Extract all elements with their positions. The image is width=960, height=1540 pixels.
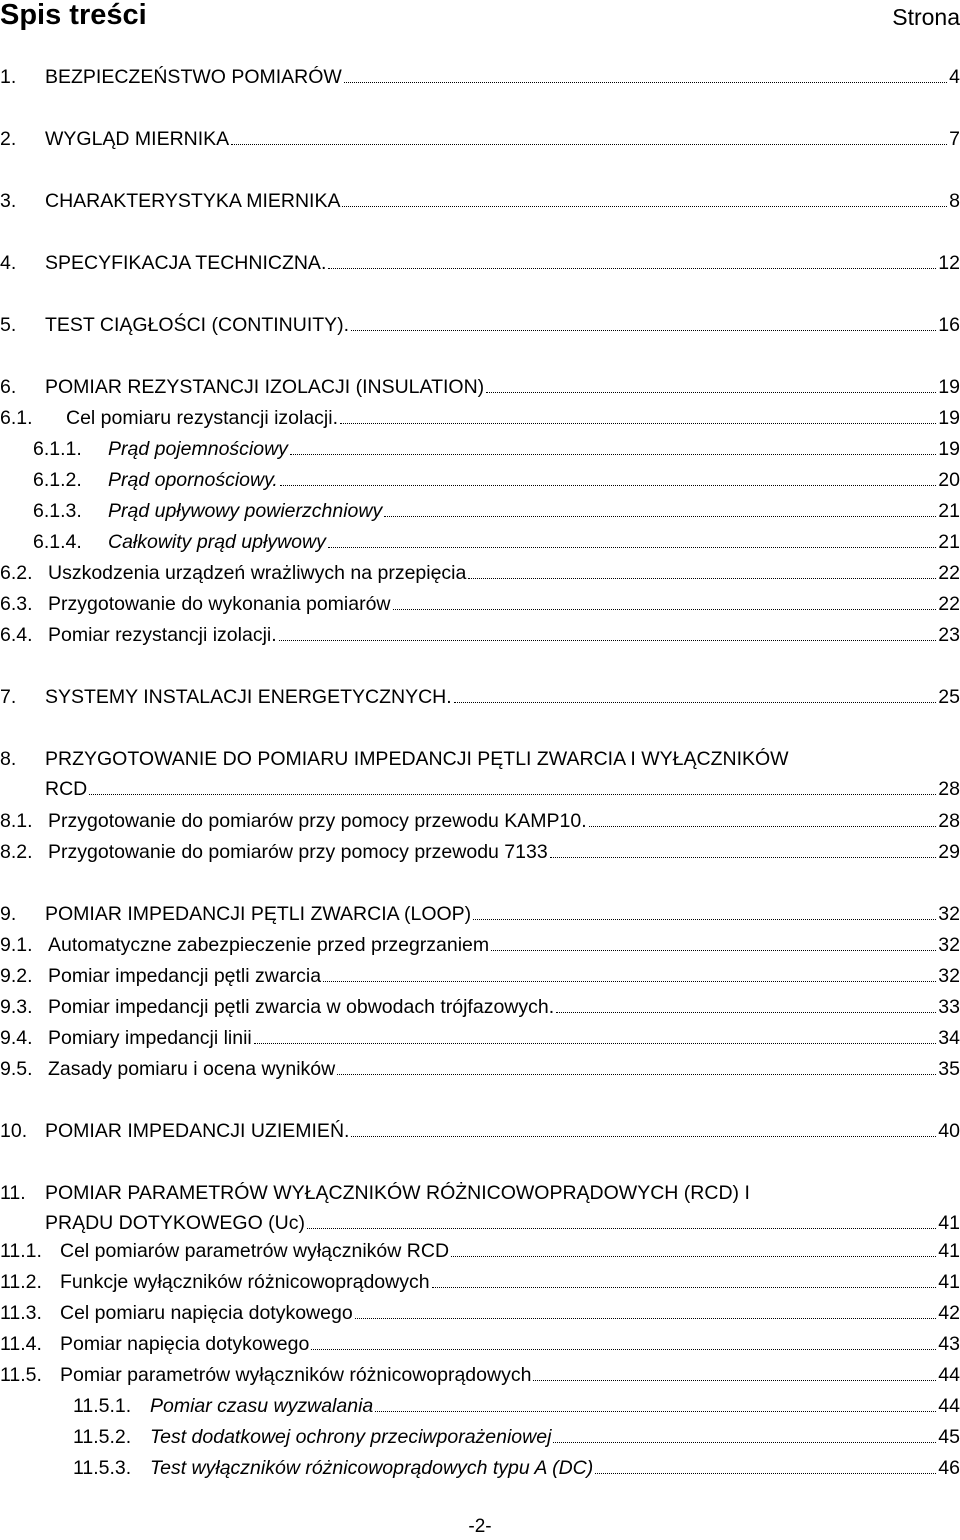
toc-entry-number: 5. — [0, 314, 17, 336]
toc-entry-number: 6.1. — [0, 407, 33, 429]
toc-entry[interactable] — [0, 994, 960, 1020]
toc-entry-number: 9.1. — [0, 934, 33, 956]
toc-entry-title: Pomiary impedancji linii — [48, 1027, 252, 1049]
toc-leader-dots — [595, 1472, 936, 1474]
toc-entry-title: Całkowity prąd upływowy — [108, 531, 326, 553]
toc-entry-page: 32 — [938, 934, 960, 956]
toc-entry-title: Pomiar czasu wyzwalania — [150, 1395, 374, 1417]
toc-leader-dots — [279, 639, 937, 641]
toc-entry-title: Funkcje wyłączników różnicowoprądowych — [60, 1271, 430, 1293]
toc-entry-title: Pomiar rezystancji izolacji. — [48, 624, 277, 646]
toc-entry-number: 1. — [0, 66, 17, 88]
toc-leader-dots — [432, 1286, 937, 1288]
toc-leader-dots — [311, 1348, 936, 1350]
toc-entry-number: 9.3. — [0, 996, 33, 1018]
toc-entry-page: 21 — [938, 531, 960, 553]
toc-leader-dots — [451, 1255, 936, 1257]
toc-entry-title: POMIAR PARAMETRÓW WYŁĄCZNIKÓW RÓŻNICOWOPRĄDOWYCH (RCD) I — [45, 1182, 750, 1204]
toc-entry-page: 44 — [938, 1364, 960, 1386]
toc-leader-dots — [384, 515, 936, 517]
toc-entry[interactable] — [0, 64, 960, 90]
toc-entry-title: Test wyłączników różnicowoprądowych typu A (DC) — [150, 1457, 594, 1479]
toc-entry-title: POMIAR REZYSTANCJI IZOLACJI (INSULATION) — [45, 376, 485, 398]
toc-entry-number: 6.3. — [0, 593, 33, 615]
toc-entry-page: 40 — [938, 1120, 960, 1142]
toc-entry-page: 20 — [938, 469, 960, 491]
toc-entry[interactable] — [33, 529, 960, 555]
toc-entry-number: 11.1. — [0, 1240, 42, 1262]
toc-entry[interactable] — [0, 808, 960, 834]
toc-leader-dots — [328, 267, 936, 269]
toc-leader-dots — [553, 1441, 936, 1443]
toc-leader-dots — [491, 949, 936, 951]
toc-entry-title: Zasady pomiaru i ocena wyników — [48, 1058, 336, 1080]
toc-entry-page: 7 — [949, 128, 960, 150]
toc-entry[interactable] — [0, 374, 960, 400]
toc-entry-title: TEST CIĄGŁOŚCI (CONTINUITY). — [45, 314, 350, 336]
toc-entry-page: 28 — [938, 778, 960, 800]
toc-entry-number: 11.5.1. — [73, 1395, 132, 1417]
toc-entry-number: 10. — [0, 1120, 28, 1142]
toc-leader-dots — [231, 143, 947, 145]
toc-entry-number: 11.2. — [0, 1271, 42, 1293]
toc-entry[interactable] — [0, 1300, 960, 1326]
toc-entry-page: 19 — [938, 376, 960, 398]
toc-entry-title-continued: RCD — [45, 778, 88, 800]
toc-entry-page: 33 — [938, 996, 960, 1018]
page-number: -2- — [468, 1516, 492, 1537]
toc-entry-continuation[interactable] — [45, 1210, 960, 1236]
toc-entry-title: Pomiar napięcia dotykowego — [60, 1333, 310, 1355]
toc-entry-title: Pomiar impedancji pętli zwarcia w obwodach trójfazowych. — [48, 996, 555, 1018]
toc-entry-title: Cel pomiaru rezystancji izolacji. — [66, 407, 339, 429]
toc-entry-number: 2. — [0, 128, 17, 150]
toc-entry[interactable] — [0, 1331, 960, 1357]
toc-entry[interactable] — [0, 560, 960, 586]
toc-entry-title: Przygotowanie do pomiarów przy pomocy przewodu 7133 — [48, 841, 548, 863]
toc-entry-page: 22 — [938, 562, 960, 584]
toc-leader-dots — [473, 918, 936, 920]
toc-entry[interactable] — [0, 591, 960, 617]
toc-entry-number: 8.2. — [0, 841, 33, 863]
toc-title: Spis treści — [0, 0, 147, 31]
toc-entry-continuation[interactable] — [45, 776, 960, 802]
toc-entry-number: 11. — [0, 1182, 26, 1204]
toc-entry-title: Przygotowanie do wykonania pomiarów — [48, 593, 391, 615]
toc-entry-number: 9.5. — [0, 1058, 33, 1080]
toc-leader-dots — [323, 980, 936, 982]
toc-entry-page: 41 — [938, 1271, 960, 1293]
toc-entry-page: 28 — [938, 810, 960, 832]
toc-entry-number: 7. — [0, 686, 17, 708]
toc-entry-title: Test dodatkowej ochrony przeciwporażeniowej — [150, 1426, 552, 1448]
toc-leader-dots — [486, 391, 936, 393]
toc-entry-page: 16 — [938, 314, 960, 336]
toc-entry-title: Pomiar impedancji pętli zwarcia — [48, 965, 322, 987]
toc-leader-dots — [254, 1042, 937, 1044]
toc-entry-page: 45 — [938, 1426, 960, 1448]
toc-entry-page: 25 — [938, 686, 960, 708]
toc-entry-page: 35 — [938, 1058, 960, 1080]
toc-entry-page: 42 — [938, 1302, 960, 1324]
toc-entry-title: POMIAR IMPEDANCJI UZIEMIEŃ. — [45, 1120, 350, 1142]
toc-leader-dots — [351, 329, 936, 331]
toc-entry-title: POMIAR IMPEDANCJI PĘTLI ZWARCIA (LOOP) — [45, 903, 472, 925]
toc-entry-title: BEZPIECZEŃSTWO POMIARÓW — [45, 66, 342, 88]
toc-leader-dots — [307, 1227, 936, 1229]
toc-leader-dots — [393, 608, 937, 610]
toc-entry-number: 8.1. — [0, 810, 33, 832]
toc-entry[interactable] — [0, 188, 960, 214]
toc-entry[interactable] — [0, 746, 960, 772]
toc-leader-dots — [337, 1073, 936, 1075]
toc-entry-page: 21 — [938, 500, 960, 522]
toc-entry-number: 6.1.4. — [33, 531, 82, 553]
toc-entry-page: 23 — [938, 624, 960, 646]
toc-entry[interactable] — [0, 1362, 960, 1388]
toc-entry-number: 9.2. — [0, 965, 33, 987]
page-column-label: Strona — [892, 4, 960, 30]
toc-entry-title: Prąd opornościowy. — [108, 469, 278, 491]
toc-entry[interactable] — [0, 684, 960, 710]
toc-entry-title: Pomiar parametrów wyłączników różnicowoprądowych — [60, 1364, 532, 1386]
toc-entry[interactable] — [0, 1269, 960, 1295]
toc-entry-page: 19 — [938, 438, 960, 460]
toc-entry[interactable] — [73, 1424, 960, 1450]
toc-entry-title: Prąd pojemnościowy — [108, 438, 288, 460]
toc-leader-dots — [355, 1317, 937, 1319]
toc-entry-page: 41 — [938, 1212, 960, 1234]
toc-entry[interactable] — [33, 498, 960, 524]
toc-entry-title: Przygotowanie do pomiarów przy pomocy przewodu KAMP10. — [48, 810, 587, 832]
toc-entry-number: 9.4. — [0, 1027, 33, 1049]
toc-entry[interactable] — [0, 1118, 960, 1144]
toc-entry-number: 8. — [0, 748, 17, 770]
toc-entry-title: Prąd upływowy powierzchniowy — [108, 500, 383, 522]
toc-leader-dots — [375, 1410, 936, 1412]
toc-entry-number: 6.1.1. — [33, 438, 82, 460]
toc-entry-title: SYSTEMY INSTALACJI ENERGETYCZNYCH. — [45, 686, 452, 708]
toc-entry-page: 46 — [938, 1457, 960, 1479]
toc-entry-number: 6. — [0, 376, 17, 398]
toc-entry-number: 6.2. — [0, 562, 33, 584]
toc-entry-title-continued: PRĄDU DOTYKOWEGO (Uc) — [45, 1212, 306, 1234]
toc-leader-dots — [342, 205, 947, 207]
toc-entry[interactable] — [0, 963, 960, 989]
toc-leader-dots — [344, 81, 947, 83]
toc-entry-title: Uszkodzenia urządzeń wrażliwych na przepięcia — [48, 562, 467, 584]
toc-entry[interactable] — [0, 1025, 960, 1051]
toc-entry-number: 11.5. — [0, 1364, 42, 1386]
toc-entry-number: 6.1.3. — [33, 500, 82, 522]
toc-leader-dots — [290, 453, 936, 455]
toc-leader-dots — [340, 422, 936, 424]
toc-entry-title: SPECYFIKACJA TECHNICZNA. — [45, 252, 327, 274]
toc-entry-page: 12 — [938, 252, 960, 274]
toc-leader-dots — [280, 484, 936, 486]
toc-entry-title: Cel pomiarów parametrów wyłączników RCD — [60, 1240, 450, 1262]
toc-entry-page: 29 — [938, 841, 960, 863]
toc-entry[interactable] — [0, 1056, 960, 1082]
toc-entry[interactable] — [0, 126, 960, 152]
toc-entry-number: 4. — [0, 252, 17, 274]
toc-entry-number: 6.4. — [0, 624, 33, 646]
toc-entry[interactable] — [33, 467, 960, 493]
toc-entry-page: 32 — [938, 965, 960, 987]
toc-entry-page: 4 — [949, 66, 960, 88]
toc-entry-title: WYGLĄD MIERNIKA — [45, 128, 230, 150]
toc-entry[interactable] — [0, 312, 960, 338]
toc-entry-page: 41 — [938, 1240, 960, 1262]
toc-leader-dots — [454, 701, 937, 703]
toc-entry[interactable] — [0, 1238, 960, 1264]
toc-leader-dots — [533, 1379, 936, 1381]
toc-entry-page: 22 — [938, 593, 960, 615]
toc-entry[interactable] — [0, 1180, 960, 1206]
toc-entry-number: 11.3. — [0, 1302, 42, 1324]
toc-entry[interactable] — [73, 1455, 960, 1481]
toc-leader-dots — [328, 546, 936, 548]
toc-entry-title: PRZYGOTOWANIE DO POMIARU IMPEDANCJI PĘTLI ZWARCIA I WYŁĄCZNIKÓW — [45, 748, 789, 770]
toc-entry-page: 34 — [938, 1027, 960, 1049]
toc-entry[interactable] — [0, 405, 960, 431]
toc-entry[interactable] — [0, 932, 960, 958]
toc-leader-dots — [89, 793, 936, 795]
toc-leader-dots — [468, 577, 936, 579]
toc-entry-title: Automatyczne zabezpieczenie przed przegrzaniem — [48, 934, 490, 956]
toc-leader-dots — [589, 825, 937, 827]
toc-leader-dots — [550, 856, 937, 858]
toc-entry-page: 8 — [949, 190, 960, 212]
toc-entry-page: 44 — [938, 1395, 960, 1417]
toc-entry[interactable] — [0, 250, 960, 276]
toc-entry[interactable] — [0, 901, 960, 927]
toc-entry-number: 11.4. — [0, 1333, 42, 1355]
toc-entry-title: CHARAKTERYSTYKA MIERNIKA — [45, 190, 341, 212]
toc-entry-number: 3. — [0, 190, 17, 212]
toc-entry-title: Cel pomiaru napięcia dotykowego — [60, 1302, 353, 1324]
toc-entry-number: 6.1.2. — [33, 469, 82, 491]
toc-entry-number: 9. — [0, 903, 17, 925]
toc-entry-number: 11.5.2. — [73, 1426, 132, 1448]
toc-entry-number: 11.5.3. — [73, 1457, 132, 1479]
toc-entry[interactable] — [73, 1393, 960, 1419]
toc-entry-page: 43 — [938, 1333, 960, 1355]
toc-entry[interactable] — [0, 839, 960, 865]
toc-entry[interactable] — [0, 622, 960, 648]
toc-entry-page: 32 — [938, 903, 960, 925]
toc-entry[interactable] — [33, 436, 960, 462]
toc-entry-page: 19 — [938, 407, 960, 429]
toc-leader-dots — [556, 1011, 936, 1013]
toc-leader-dots — [351, 1135, 936, 1137]
